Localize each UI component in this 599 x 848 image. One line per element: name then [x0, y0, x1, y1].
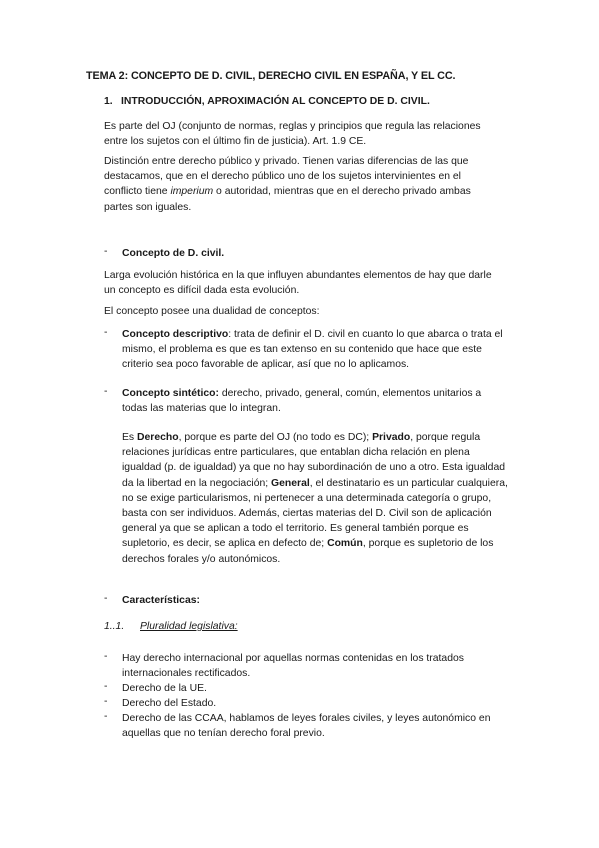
text-line: partes son iguales.: [104, 201, 192, 213]
text-line: derechos forales y/o autonómicos.: [122, 553, 281, 565]
list-item: Derecho del Estado.: [122, 698, 217, 709]
text-line: internacionales rectificados.: [122, 668, 251, 680]
text-span: , porque es parte del OJ (no todo es DC);: [178, 432, 373, 443]
text-span: Es: [122, 432, 138, 443]
text-span: da la libertad en la negociación;: [122, 477, 272, 489]
concepto-heading: Concepto de D. civil.: [122, 248, 225, 259]
text-span: : trata de definir el D. civil en cuanto lo que abarca o trata el: [228, 329, 503, 340]
text-line: Derecho de las CCAA, hablamos de leyes forales civiles, y leyes autonómico en: [122, 713, 491, 724]
text-line: [122, 476, 522, 491]
text-line: [104, 184, 524, 199]
list-item: [122, 711, 522, 741]
subsection-title: Pluralidad legislativa:: [140, 621, 238, 632]
text-line: Hay derecho internacional por aquellas normas contenidas en los tratados: [122, 653, 464, 664]
paragraph-distincion: [104, 154, 524, 215]
text-span: supletorio, es decir, se aplica en defecto de;: [122, 538, 328, 550]
bullet-dash: -: [104, 681, 108, 692]
bullet-dash: -: [104, 246, 108, 257]
bullet-dash: -: [104, 327, 108, 338]
bullet-dash: -: [104, 386, 108, 397]
text-line: igualdad (p. de igualdad) ya que no hay subordinación de uno a otro. Esta igualdad: [122, 462, 506, 474]
text-span: , porque regula: [410, 432, 481, 443]
section-heading-1: [104, 96, 430, 107]
text-line: general ya que se aplican a todo el territorio. Es general también porque es: [122, 523, 469, 535]
concepto-sintetico: [122, 386, 522, 416]
subsection-heading: [104, 621, 238, 632]
bullet-dash: -: [104, 711, 108, 722]
italic-term: imperium: [170, 186, 214, 198]
text-span: derecho, privado, general, común, elementos unitarios a: [218, 388, 482, 399]
text-span: conflicto tiene: [104, 186, 171, 198]
text-line: entre los sujetos con el último fin de justicia). Art. 1.9 CE.: [104, 136, 367, 148]
text-span: , porque es supletorio de los: [362, 538, 494, 550]
text-line: relaciones jurídicas entre particulares, que entablan dicha relación en plena: [122, 447, 470, 459]
bullet-dash: -: [104, 696, 108, 707]
text-line: [122, 386, 522, 401]
bold-term: General: [271, 477, 310, 489]
list-item: [122, 651, 522, 681]
paragraph-evolucion: [104, 268, 524, 298]
concepto-descriptivo: [122, 327, 522, 373]
section-title: INTRODUCCIÓN, APROXIMACIÓN AL CONCEPTO DE D. CIVIL.: [121, 96, 430, 107]
bold-term: Concepto descriptivo: [122, 329, 229, 340]
text-line: [122, 327, 522, 342]
document-title: TEMA 2: CONCEPTO DE D. CIVIL, DERECHO CIVIL EN ESPAÑA, Y EL CC.: [86, 70, 456, 82]
text-span: , el destinatario es un particular cualquiera,: [309, 477, 508, 489]
list-item: Derecho de la UE.: [122, 683, 207, 694]
bullet-dash: -: [104, 651, 108, 662]
subsection-number: 1..1.: [104, 621, 125, 632]
text-line: [122, 430, 522, 445]
text-line: un concepto es difícil dada esta evolución.: [104, 285, 300, 297]
text-line: basta con ser individuos. Además, ciertas materias del D. Civil son de aplicación: [122, 508, 492, 520]
paragraph-dualidad: El concepto posee una dualidad de conceptos:: [104, 306, 320, 317]
bold-term: Privado: [372, 432, 411, 443]
section-number: 1.: [104, 96, 113, 107]
paragraph-detalle: [122, 430, 522, 567]
text-line: criterio sea poco favorable de aplicar, así que no lo aplicamos.: [122, 359, 410, 371]
text-line: aquellas que no tenían derecho foral previo.: [122, 728, 325, 740]
paragraph-oj: [104, 119, 524, 149]
text-line: destacamos, que en el derecho público uno de los sujetos intervinientes en el: [104, 171, 461, 183]
caracteristicas-heading: Características:: [122, 595, 200, 606]
text-line: mismo, el problema es que es tan extenso en su contenido que hace que este: [122, 344, 482, 356]
bullet-dash: -: [104, 593, 108, 604]
text-line: no se exige particularismos, ni pertenecer a una determinada categoría o grupo,: [122, 492, 492, 504]
text-line: Es parte del OJ (conjunto de normas, reglas y principios que regula las relaciones: [104, 121, 481, 132]
text-line: Larga evolución histórica en la que influyen abundantes elementos de hay que darle: [104, 270, 492, 281]
bold-term: Derecho: [137, 432, 179, 443]
text-line: todas las materias que lo integran.: [122, 403, 281, 415]
text-line: Distinción entre derecho público y privado. Tienen varias diferencias de las que: [104, 156, 469, 167]
text-span: o autoridad, mientras que en el derecho privado ambas: [213, 186, 471, 198]
bold-term: Concepto sintético:: [122, 388, 219, 399]
text-line: [122, 536, 522, 551]
bold-term: Común: [327, 538, 363, 550]
